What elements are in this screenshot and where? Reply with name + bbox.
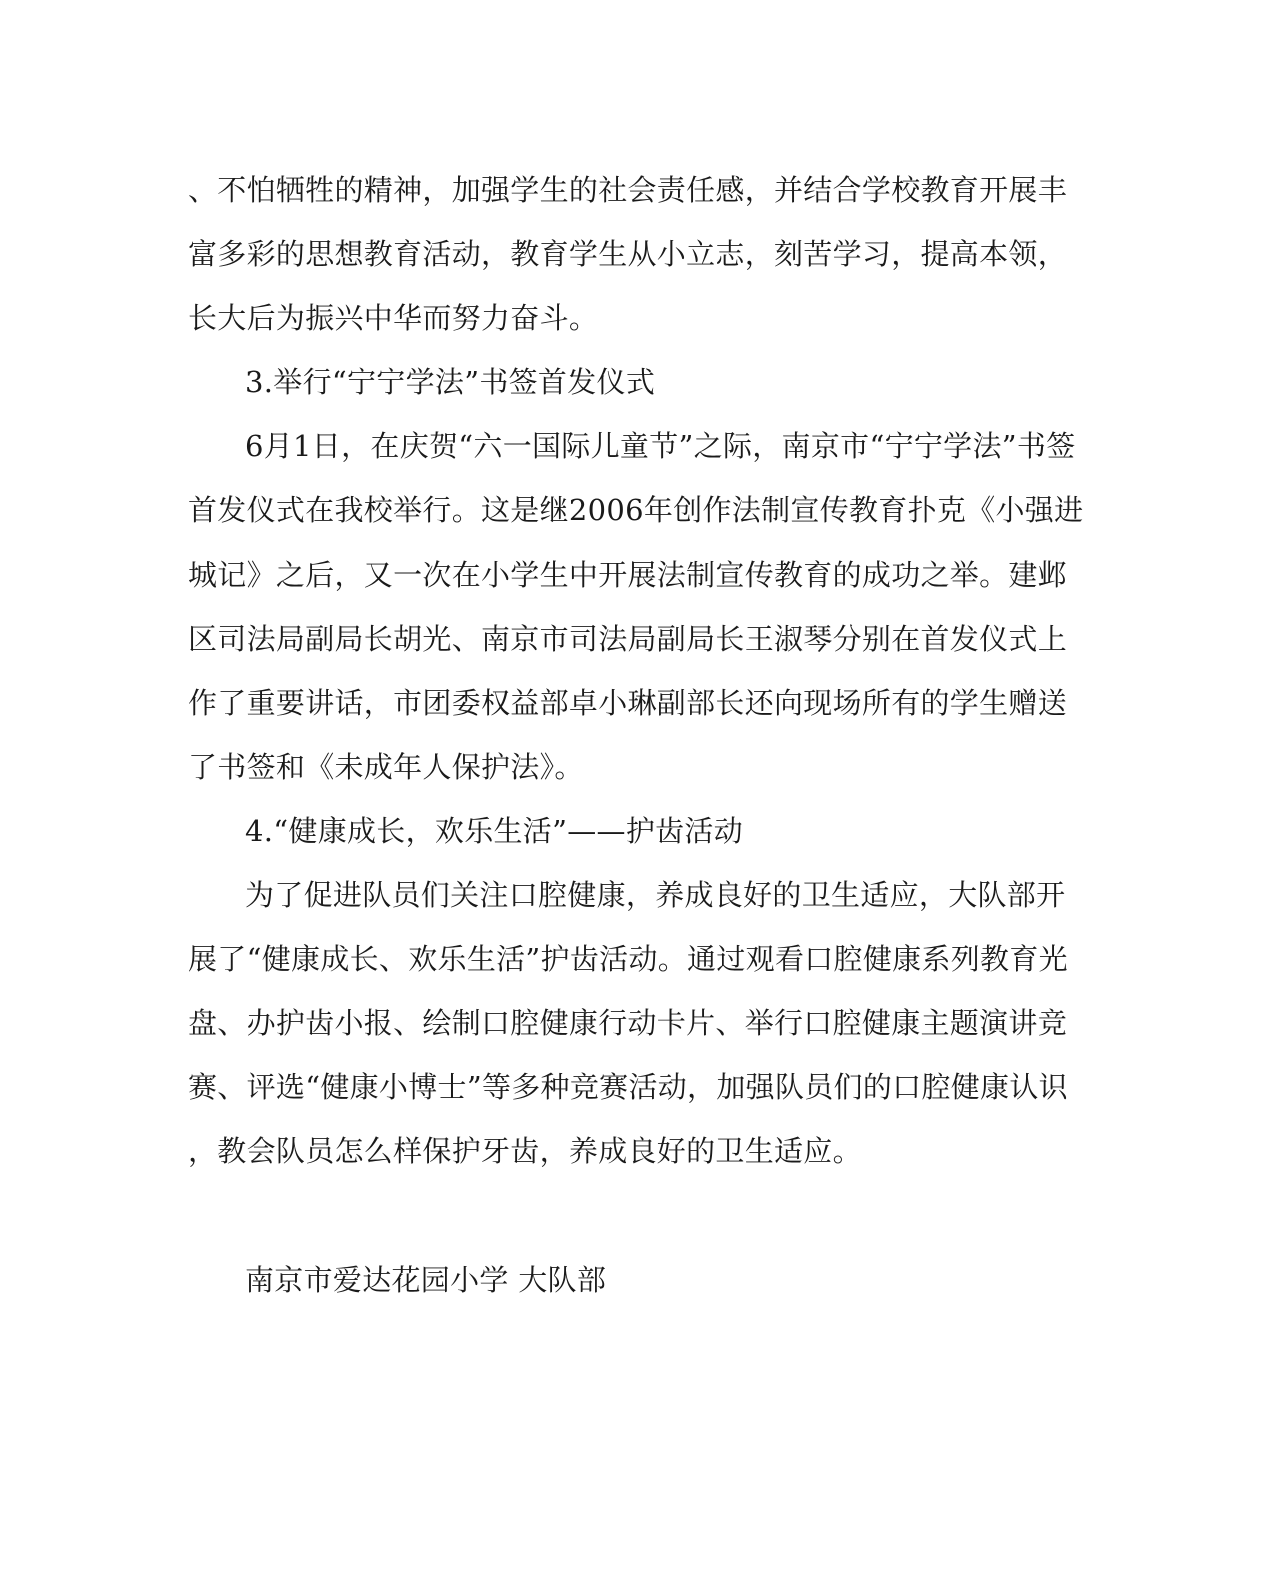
paragraph-line: 区司法局副局长胡光、南京市司法局副局长王淑琴分别在首发仪式上: [188, 622, 1068, 656]
paragraph-line: 首发仪式在我校举行。这是继2006年创作法制宣传教育扑克《小强进: [188, 493, 1084, 527]
paragraph-line: 展了“健康成长、欢乐生活”护齿活动。通过观看口腔健康系列教育光: [188, 942, 1068, 976]
paragraph-line: 赛、评选“健康小博士”等多种竞赛活动，加强队员们的口腔健康认识: [188, 1070, 1068, 1104]
paragraph-line: ，教会队员怎么样保护牙齿，养成良好的卫生适应。: [188, 1134, 862, 1168]
paragraph-line: 6月1日，在庆贺“六一国际儿童节”之际，南京市“宁宁学法”书签: [245, 429, 1076, 463]
paragraph-line: 盘、办护齿小报、绘制口腔健康行动卡片、举行口腔健康主题演讲竞: [188, 1006, 1068, 1040]
paragraph-line: 富多彩的思想教育活动，教育学生从小立志，刻苦学习，提高本领，: [188, 237, 1068, 271]
signature: 南京市爱达花园小学 大队部: [245, 1263, 607, 1297]
section-heading: 3.举行“宁宁学法”书签首发仪式: [245, 365, 656, 399]
paragraph-line: 为了促进队员们关注口腔健康，养成良好的卫生适应，大队部开: [245, 878, 1066, 912]
paragraph-line: 作了重要讲话，市团委权益部卓小琳副部长还向现场所有的学生赠送: [188, 686, 1068, 720]
section-heading: 4.“健康成长，欢乐生活”——护齿活动: [245, 814, 744, 848]
paragraph-line: 了书签和《未成年人保护法》。: [188, 750, 584, 784]
paragraph-line: 城记》之后，又一次在小学生中开展法制宣传教育的成功之举。建邺: [188, 558, 1068, 592]
paragraph-line: 长大后为振兴中华而努力奋斗。: [188, 301, 599, 335]
paragraph-line: 、不怕牺牲的精神，加强学生的社会责任感，并结合学校教育开展丰: [188, 173, 1068, 207]
